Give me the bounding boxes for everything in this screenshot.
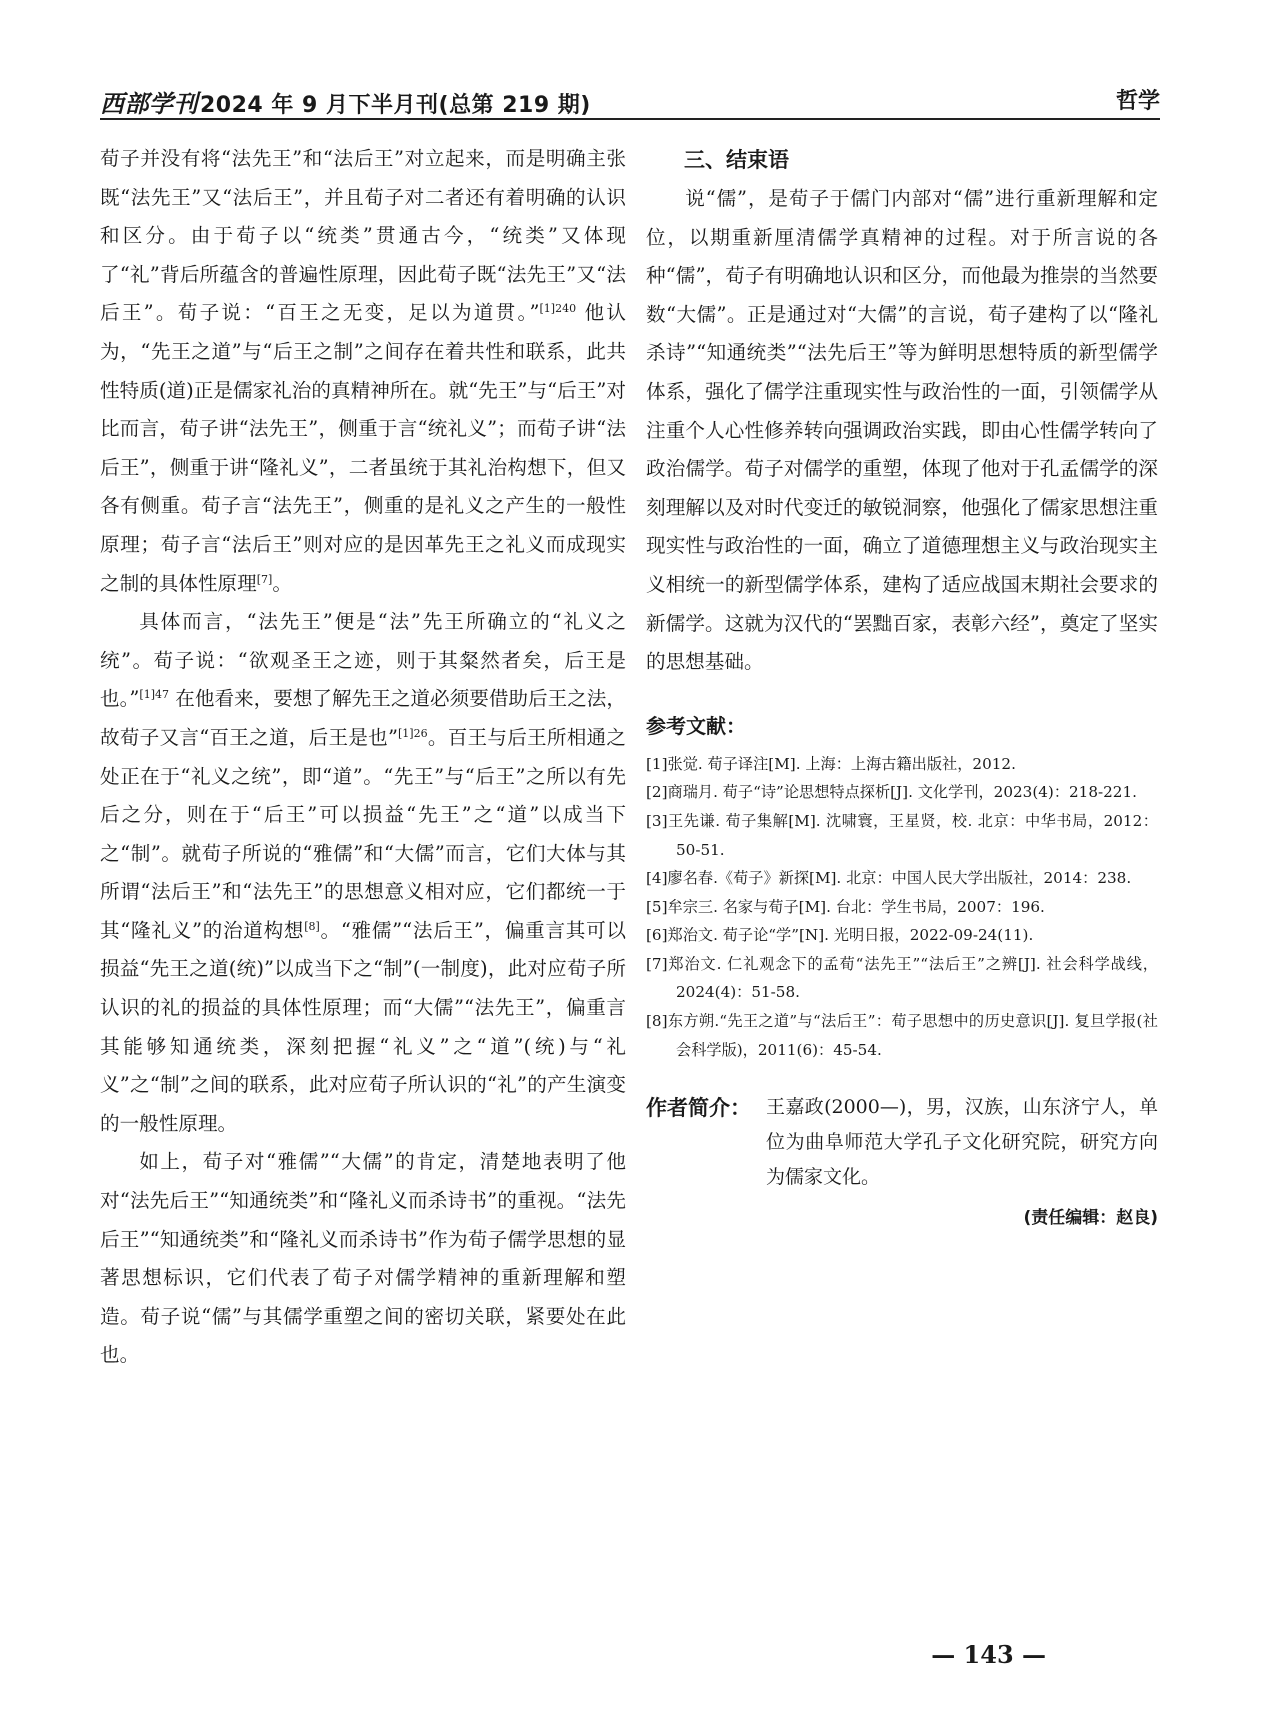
references-heading: 参考文献：	[646, 713, 746, 738]
section-tag: 哲学	[1115, 89, 1160, 114]
reference-item: [8]东方朔.“先王之道”与“法后王”：荀子思想中的历史意识[J]. 复旦学报(社会科学版)，2011(6)：45-54.	[646, 1012, 1158, 1059]
text-run: 。	[272, 571, 292, 595]
author-label: 作者简介：	[646, 1096, 751, 1121]
page-number: — 143 —	[931, 1640, 1046, 1669]
text-run: 。百王与后王所相通之处正在于“礼义之统”，即“道”。“先王”与“后王”之所以有先后之分，则在于“后王”可以损益“先王”之“道”以成当下之“制”。就荀子所说的“雅儒”和“大儒”而言，它们大体与其所谓“法后王”和“法先王”的思想意义相对应，它们都统一于其“隆礼义”的治道构想	[100, 725, 626, 942]
reference-item: [5]牟宗三. 名家与荀子[M]. 台北：学生书局，2007：196.	[646, 897, 1045, 916]
text-run: 在他看来，要想了解先王之道必须要借助后王之法，故荀子又言“百王之道，后王是也”	[100, 687, 627, 749]
reference-item: [2]商瑞月. 荀子“诗”论思想特点探析[J]. 文化学刊，2023(4)：218-221.	[646, 783, 1137, 802]
citation: [7]	[256, 572, 273, 586]
text-run: 具体而言，“法先王”便是“法”先王所确立的“礼义之统”。荀子说：“欲观圣王之迹，则于其粲然者矣，后王是也。”	[100, 610, 626, 711]
left-column	[100, 140, 626, 1375]
citation: [1]26	[398, 726, 428, 740]
right-column	[646, 140, 1158, 1228]
conclusion-paragraph: 说“儒”，是荀子于儒门内部对“儒”进行重新理解和定位，以期重新厘清儒学真精神的过程。对于所言说的各种“儒”，荀子有明确地认识和区分，而他最为推崇的当然要数“大儒”。正是通过对“大儒”的言说，荀子建构了以“隆礼杀诗”“知通统类”“法先后王”等为鲜明思想特质的新型儒学体系，强化了儒学注重现实性与政治性的一面，引领儒学从注重个人心性修养转向强调政治实践，即由心性儒学转向了政治儒学。荀子对儒学的重塑，体现了他对于孔孟儒学的深刻理解以及对时代变迁的敏锐洞察，他强化了儒家思想注重现实性与政治性的一面，确立了道德理想主义与政治现实主义相统一的新型儒学体系，建构了适应战国末期社会要求的新儒学。这就为汉代的“罢黜百家，表彰六经”，奠定了坚实的思想基础。	[646, 187, 1158, 674]
text-run: 他认为，“先王之道”与“后王之制”之间存在着共性和联系，此共性特质(道)正是儒家礼治的真精神所在。就“先王”与“后王”对比而言，荀子讲“法先王”，侧重于言“统礼义”；而荀子讲“法后王”，侧重于讲“隆礼义”，二者虽统于其礼治构想下，但又各有侧重。荀子言“法先王”，侧重的是礼义之产生的一般性原理；荀子言“法后王”则对应的是因革先王之礼义而成现实之制的具体性原理	[100, 301, 626, 595]
responsible-editor: (责任编辑：赵良)	[1023, 1208, 1158, 1229]
section-heading: 三、结束语	[684, 148, 789, 172]
text-run: 。“雅儒”“法后王”，偏重言其可以损益“先王之道(统)”以成当下之“制”(一制度)，此对应荀子所认识的礼的损益的具体性原理；而“大儒”“法先王”，偏重言其能够知通统类，深刻把握“礼义”之“道”(统)与“礼义”之“制”之间的联系，此对应荀子所认识的“礼”的产生演变的一般性原理。	[100, 918, 626, 1135]
reference-item: [6]郑治文. 荀子论“学”[N]. 光明日报，2022-09-24(11).	[646, 926, 1034, 945]
reference-item: [7]郑治文. 仁礼观念下的孟荀“法先王”“法后王”之辨[J]. 社会科学战线，2024(4)：51-58.	[646, 954, 1158, 1002]
header-divider	[100, 118, 1160, 120]
paragraph	[100, 603, 626, 1143]
citation: [1]240	[539, 302, 577, 316]
citation: [8]	[304, 919, 320, 933]
author-text: 王嘉政(2000—)，男，汉族，山东济宁人，单位为曲阜师范大学孔子文化研究院，研究方向为儒家文化。	[766, 1096, 1158, 1189]
page-header	[100, 84, 1160, 128]
journal-title	[100, 84, 591, 119]
reference-list	[646, 750, 1158, 1065]
reference-item: [4]廖名春.《荀子》新探[M]. 北京：中国人民大学出版社，2014：238.	[646, 869, 1132, 888]
citation: [1]47	[139, 688, 170, 702]
reference-item: [1]张觉. 荀子译注[M]. 上海：上海古籍出版社，2012.	[646, 754, 1016, 773]
paragraph: 如上，荀子对“雅儒”“大儒”的肯定，清楚地表明了他对“法先后王”“知通统类”和“隆礼义而杀诗书”的重视。“法先后王”“知通统类”和“隆礼义而杀诗书”作为荀子儒学思想的显著思想标识，它们代表了荀子对儒学精神的重新理解和塑造。荀子说“儒”与其儒学重塑之间的密切关联，紧要处在此也。	[100, 1150, 626, 1367]
paragraph	[100, 140, 626, 603]
reference-item: [3]王先谦. 荀子集解[M]. 沈啸寰，王星贤，校. 北京：中华书局，2012：50-51.	[646, 811, 1158, 859]
issue-info: 2024 年 9 月下半月刊(总第 219 期)	[200, 93, 591, 118]
journal-logo: 西部学刊	[100, 89, 198, 118]
text-run: 荀子并没有将“法先王”和“法后王”对立起来，而是明确主张既“法先王”又“法后王”，并且荀子对二者还有着明确的认识和区分。由于荀子以“统类”贯通古今，“统类”又体现了“礼”背后所蕴含的普遍性原理，因此荀子既“法先王”又“法后王”。荀子说：“百王之无变，足以为道贯。”	[100, 147, 626, 325]
author-bio	[646, 1090, 1158, 1195]
